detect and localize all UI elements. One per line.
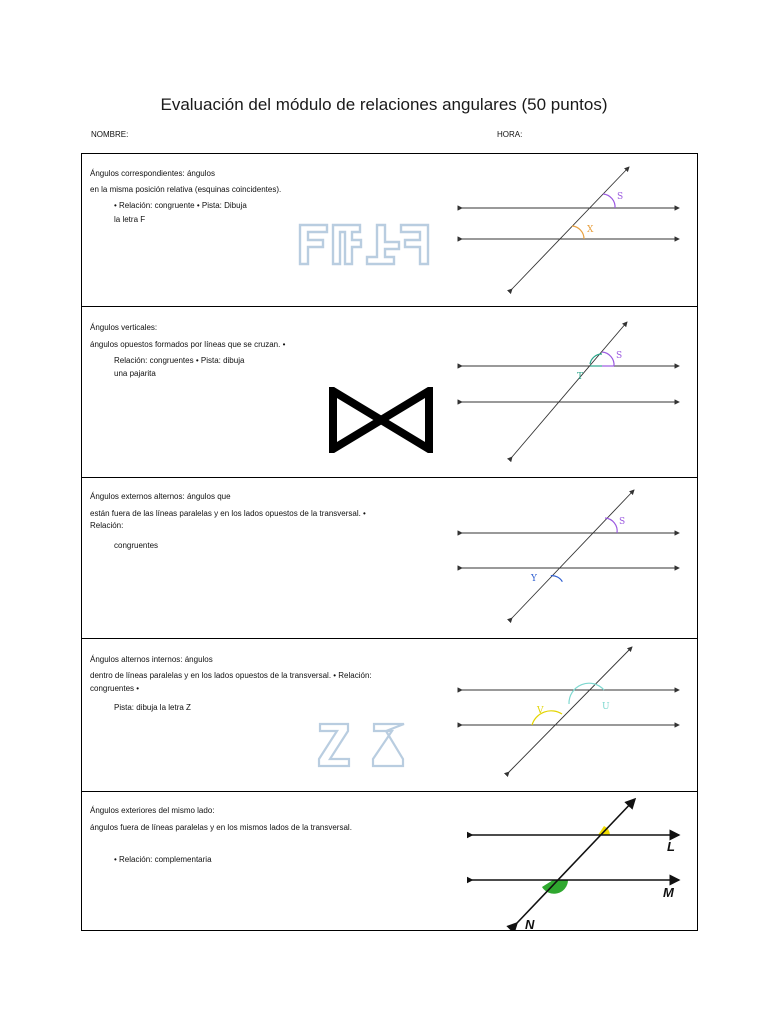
angle-label-u: U <box>602 702 610 712</box>
section-relation-value: congruentes <box>114 541 159 550</box>
section-relation: Relación: congruentes • Pista: dibuja <box>114 356 245 365</box>
vertical-angles-diagram <box>457 317 687 467</box>
section-description: ángulos opuestos formados por líneas que se cruzan. • <box>90 340 286 349</box>
angle-label-v: V <box>537 706 544 716</box>
angle-label-y: Y <box>531 574 537 584</box>
time-label: HORA: <box>497 130 523 139</box>
section-description: están fuera de las líneas paralelas y en los lados opuestos de la transversal. • <box>90 509 366 518</box>
angle-y-arc <box>551 572 563 585</box>
section-heading: Ángulos exteriores del mismo lado: <box>90 806 215 815</box>
alternate-exterior-angles-diagram <box>457 486 687 634</box>
angle-s-arc <box>603 194 615 208</box>
section-description: en la misma posición relativa (esquinas coincidentes). <box>90 185 282 194</box>
angle-x-arc <box>572 226 584 239</box>
angle-label-x: X <box>587 225 594 235</box>
angle-label-t: T <box>577 372 584 382</box>
alternate-interior-angles-diagram <box>457 644 687 789</box>
page-title: Evaluación del módulo de relaciones angulares (50 puntos) <box>160 95 608 114</box>
angle-s-arc <box>605 518 617 533</box>
section-hint: Pista: dibuja la letra Z <box>114 703 191 712</box>
section-same-side-exterior-angles <box>81 791 698 931</box>
section-heading: Ángulos externos alternos: ángulos que <box>90 492 231 501</box>
section-hint: una pajarita <box>114 369 156 378</box>
section-heading: Ángulos correspondientes: ángulos <box>90 169 215 178</box>
section-corresponding-angles <box>81 153 698 307</box>
section-description: ángulos fuera de líneas paralelas y en los mismos lados de la transversal. <box>90 823 352 832</box>
letter-z-hint-figure <box>314 721 410 771</box>
line-label-n: N <box>525 917 535 930</box>
section-relation: • Relación: complementaria <box>114 855 212 864</box>
angle-label-s: S <box>617 192 624 202</box>
section-relation: Relación: <box>90 521 124 530</box>
letter-f-hint-figure <box>297 219 432 269</box>
angle-label-s: S <box>616 351 623 361</box>
section-alternate-interior-angles <box>81 638 698 792</box>
bow-tie-hint-figure <box>327 387 437 453</box>
section-heading: Ángulos verticales: <box>90 323 158 332</box>
name-label: NOMBRE: <box>91 130 129 139</box>
section-relation: congruentes • <box>90 684 140 693</box>
section-alternate-exterior-angles <box>81 477 698 639</box>
section-vertical-angles <box>81 306 698 478</box>
same-side-exterior-angles-diagram <box>467 795 697 930</box>
line-label-m: M <box>663 885 674 900</box>
section-heading: Ángulos alternos internos: ángulos <box>90 655 213 664</box>
section-description: dentro de líneas paralelas y en los lados opuestos de la transversal. • Relación: <box>90 671 372 680</box>
angle-s-arc <box>602 352 614 366</box>
angle-label-s: S <box>619 517 626 527</box>
section-hint: la letra F <box>114 215 146 224</box>
corresponding-angles-diagram <box>457 159 687 299</box>
section-relation: • Relación: congruente • Pista: Dibuja <box>114 201 247 210</box>
line-label-l: L <box>667 839 675 854</box>
